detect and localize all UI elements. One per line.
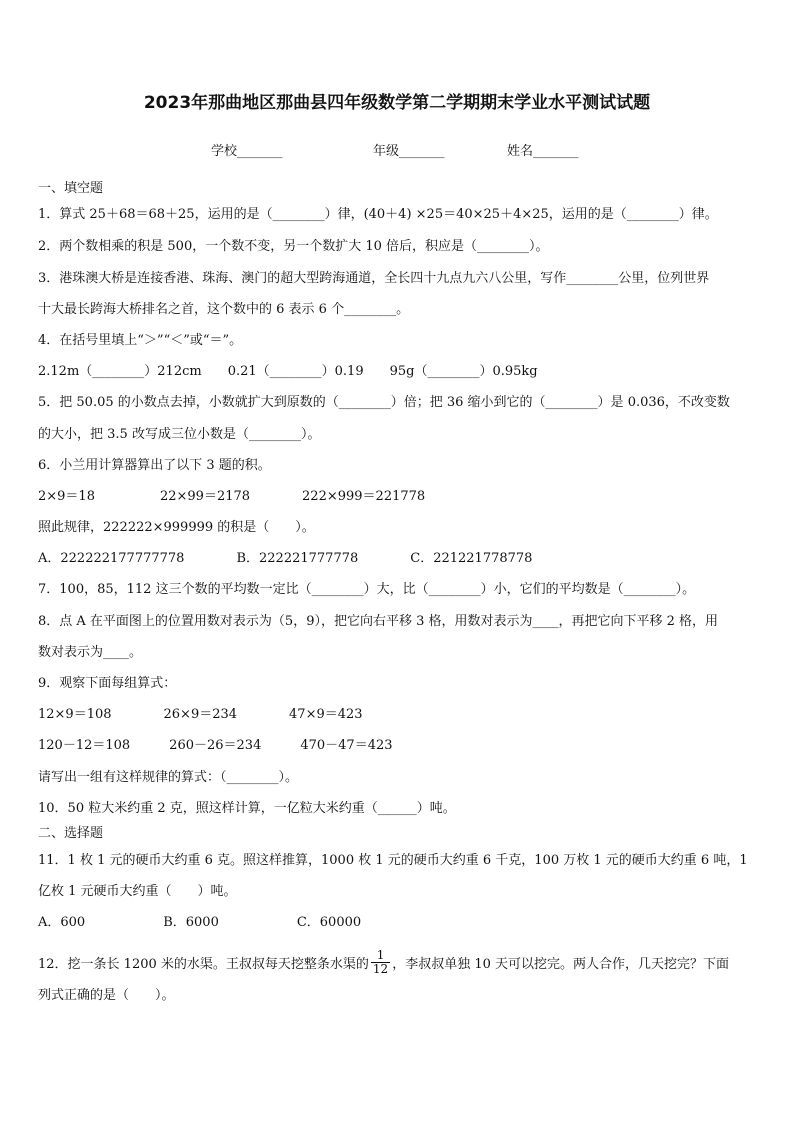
grade-field: 年级_______ bbox=[373, 144, 445, 159]
question-11-options: A．600 B．6000 C．60000 bbox=[38, 915, 362, 930]
question-3-line-1: 3．港珠澳大桥是连接香港、珠海、澳门的超大型跨海通道，全长四十九点九六八公里，写作________公里，位列世界 bbox=[38, 271, 710, 286]
question-12-text-before: 12．挖一条长 1200 米的水渠。王叔叔每天挖整条水渠的 bbox=[38, 957, 369, 972]
fraction-numerator: 1 bbox=[371, 949, 390, 963]
name-field: 姓名_______ bbox=[507, 144, 579, 159]
question-5-line-2: 的大小，把 3.5 改写成三位小数是（________）。 bbox=[38, 427, 321, 442]
question-9-row-2: 120－12＝108 260－26＝234 470－47＝423 bbox=[38, 738, 393, 753]
question-12-line-2: 列式正确的是（ ）。 bbox=[38, 988, 175, 1003]
school-field: 学校_______ bbox=[211, 144, 283, 159]
question-10: 10．50 粒大米约重 2 克，照这样计算，一亿粒大米约重（______）吨。 bbox=[38, 801, 456, 816]
question-9: 9．观察下面每组算式： bbox=[38, 676, 177, 691]
question-5-line-1: 5．把 50.05 的小数点去掉，小数就扩大到原数的（________）倍；把 36 缩小到它的（________）是 0.036，不改变数 bbox=[38, 395, 730, 410]
section-choice-heading: 二、选择题 bbox=[38, 826, 104, 841]
question-1: 1．算式 25＋68＝68＋25，运用的是（________）律，(40＋4) ×25＝40×25＋4×25，运用的是（________）律。 bbox=[38, 207, 718, 222]
question-4-items: 2.12m（________）212cm 0.21（________）0.19 95g（________）0.95kg bbox=[38, 364, 538, 379]
question-11-line-1: 11．1 枚 1 元的硬币大约重 6 克。照这样推算，1000 枚 1 元的硬币大约重 6 千克，100 万枚 1 元的硬币大约重 6 吨，1 bbox=[38, 853, 748, 868]
question-12-line-1 bbox=[38, 948, 729, 978]
question-6-ask: 照此规律，222222×999999 的积是（ ）。 bbox=[38, 520, 315, 535]
question-7: 7．100，85，112 这三个数的平均数一定比（________）大，比（________）小，它们的平均数是（________）。 bbox=[38, 582, 696, 597]
question-9-ask: 请写出一组有这样规律的算式：（________）。 bbox=[38, 770, 299, 785]
question-2: 2．两个数相乘的积是 500，一个数不变，另一个数扩大 10 倍后，积应是（________）。 bbox=[38, 239, 549, 254]
question-4: 4．在括号里填上“＞”“＜”或“＝”。 bbox=[38, 333, 243, 348]
question-6: 6．小兰用计算器算出了以下 3 题的积。 bbox=[38, 458, 271, 473]
question-12-text-after: ，李叔叔单独 10 天可以挖完。两人合作，几天挖完？下面 bbox=[392, 957, 729, 972]
question-9-row-1: 12×9＝108 26×9＝234 47×9＝423 bbox=[38, 707, 363, 722]
question-6-options: A．222222177777778 B．222221777778 C．221221778778 bbox=[38, 551, 533, 566]
page-title: 2023年那曲地区那曲县四年级数学第二学期期末学业水平测试试题 bbox=[143, 93, 651, 113]
fraction-one-twelfth bbox=[371, 949, 390, 976]
section-fill-heading: 一、填空题 bbox=[38, 181, 104, 196]
question-8-line-2: 数对表示为____。 bbox=[38, 645, 143, 660]
fraction-denominator: 12 bbox=[372, 962, 389, 976]
question-11-line-2: 亿枚 1 元硬币大约重（ ）吨。 bbox=[38, 884, 237, 899]
question-6-examples: 2×9＝18 22×99＝2178 222×999＝221778 bbox=[38, 489, 426, 504]
question-8-line-1: 8．点 A 在平面图上的位置用数对表示为（5，9），把它向右平移 3 格，用数对表示为____，再把它向下平移 2 格，用 bbox=[38, 614, 719, 629]
question-3-line-2: 十大最长跨海大桥排名之首，这个数中的 6 表示 6 个________。 bbox=[38, 302, 410, 317]
